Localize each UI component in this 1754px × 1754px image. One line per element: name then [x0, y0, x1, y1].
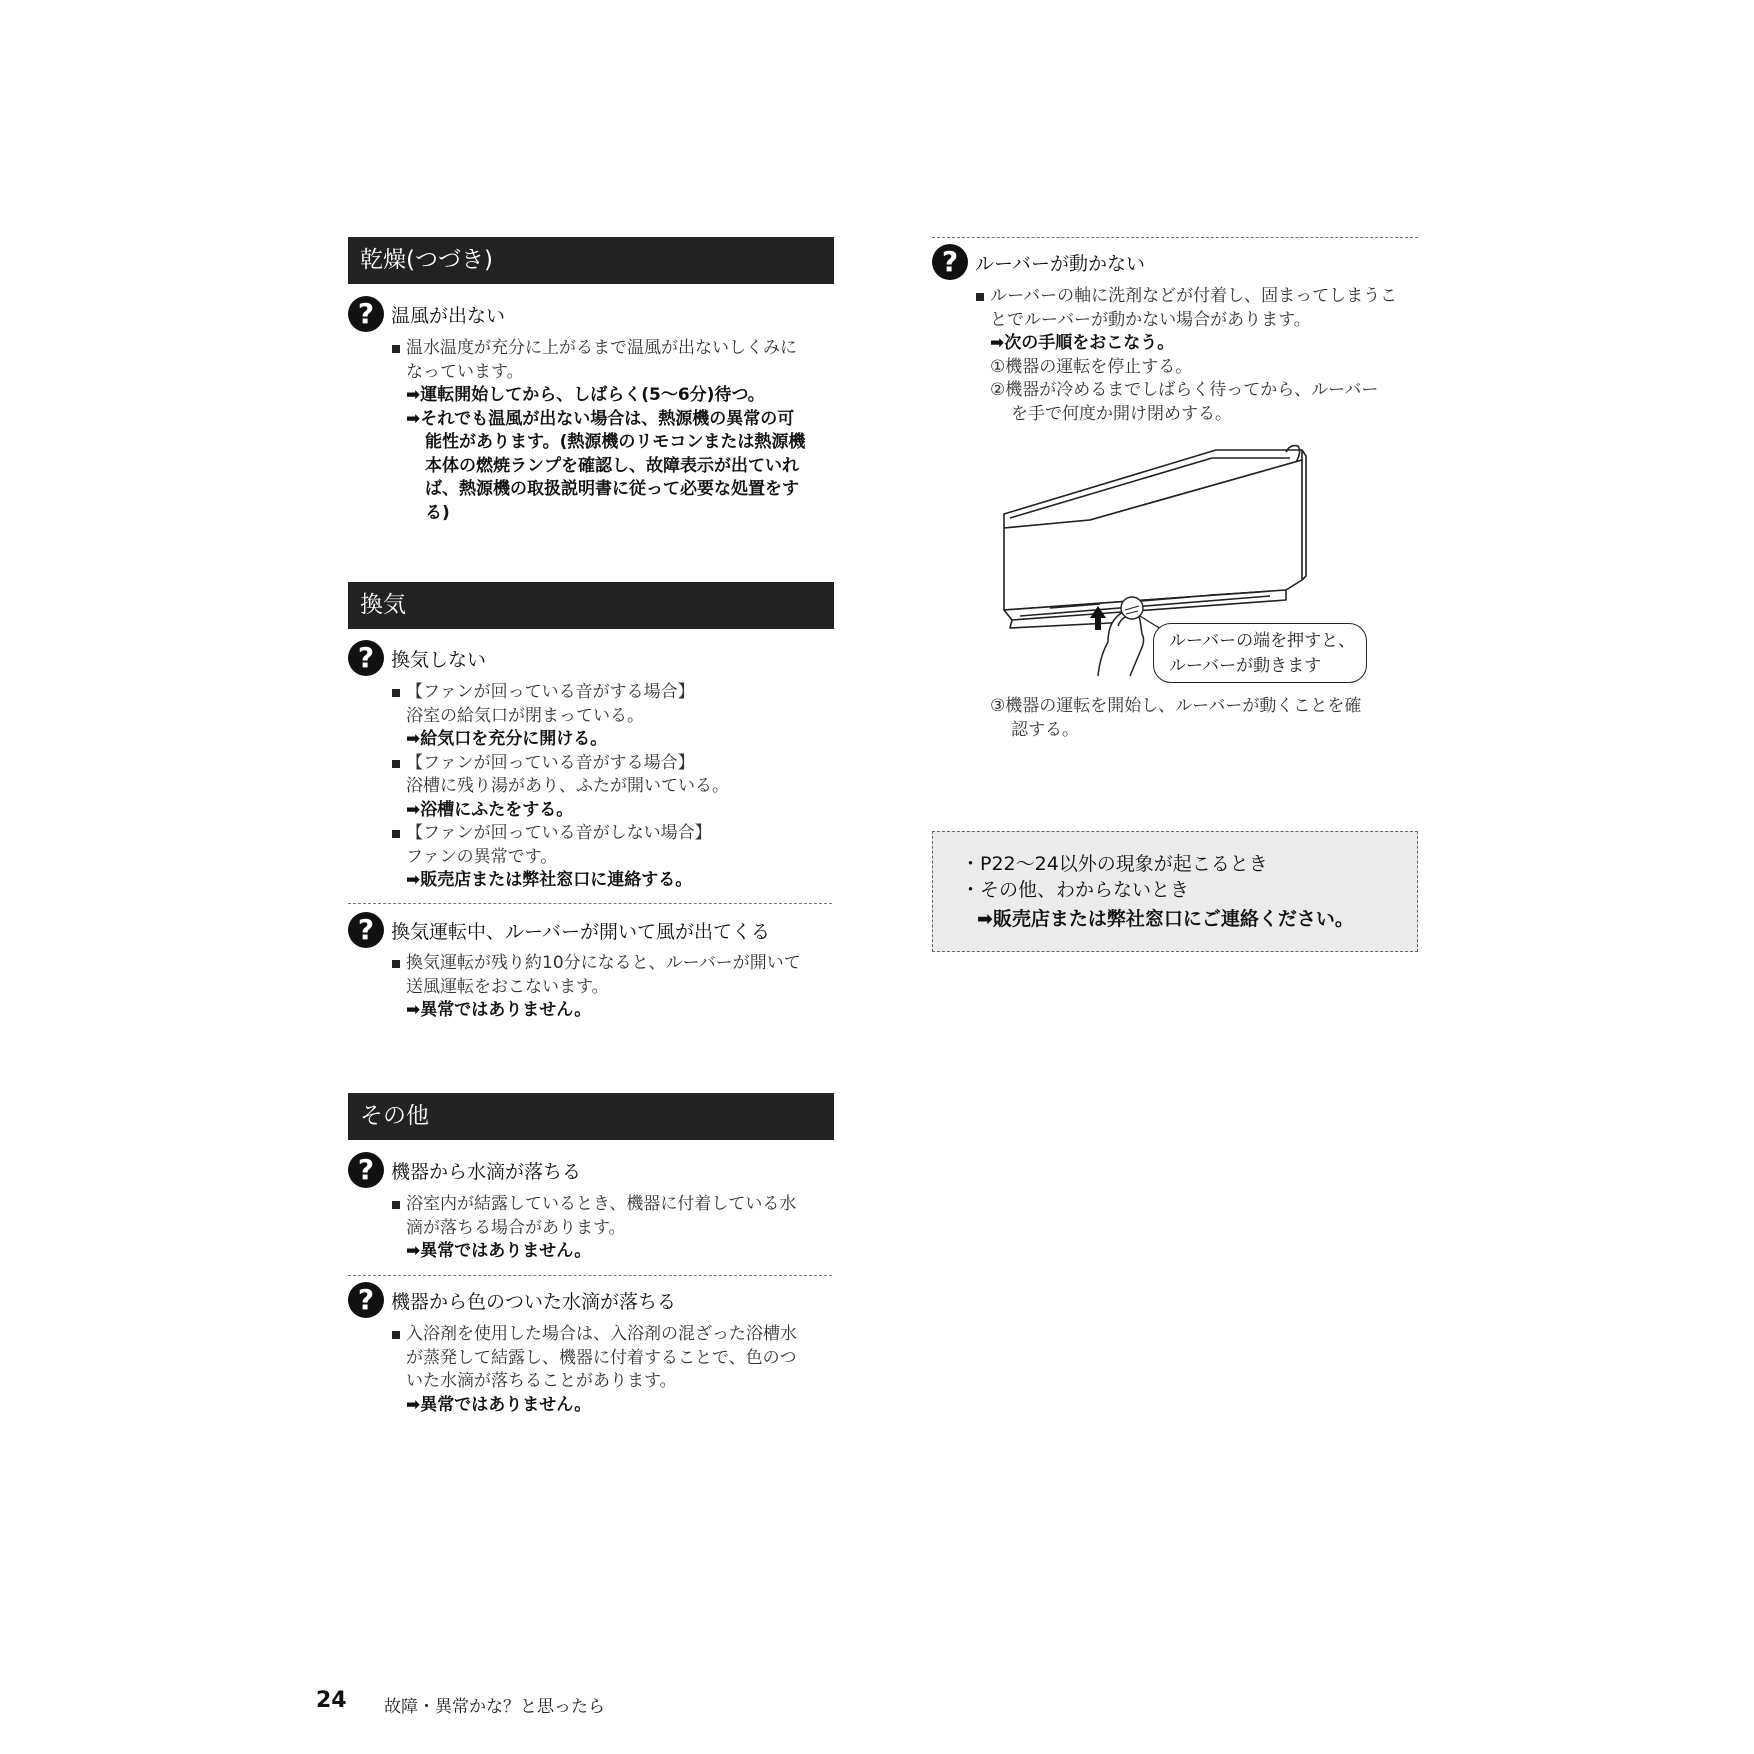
arrow-icon: ➡	[406, 799, 421, 820]
bullet-line: ルーバーの軸に洗剤などが付着し、固まってしまうこ	[976, 285, 1397, 309]
question-icon: ?	[348, 296, 384, 332]
arrow-icon: ➡	[990, 333, 1005, 353]
section-header-other: その他	[348, 1093, 834, 1140]
question-icon: ?	[348, 640, 384, 676]
question-title: 機器から水滴が落ちる	[391, 1160, 582, 1183]
text-line: いた水滴が落ちることがあります。	[406, 1371, 677, 1391]
question-title: 換気しない	[391, 648, 487, 671]
action-line: ➡異常ではありません。	[406, 1394, 592, 1415]
question-louver-opens	[348, 910, 770, 950]
hand-icon	[1098, 610, 1144, 676]
arrow-icon: ➡	[406, 729, 421, 749]
text-line: なっています。	[406, 361, 524, 382]
question-title: 機器から色のついた水滴が落ちる	[391, 1290, 677, 1313]
question-water-drip	[348, 1150, 581, 1190]
callout-line: ルーバーの端を押すと、	[1169, 631, 1356, 651]
question-warm-air	[348, 294, 505, 334]
answer-louver-opens	[392, 952, 801, 1023]
action-line: ➡販売店または弊社窓口に連絡する。	[406, 870, 693, 890]
bullet-line: 温水温度が充分に上がるまで温風が出ないしくみに	[392, 337, 805, 361]
callout-line: ルーバーが動きます	[1169, 656, 1322, 676]
action-line: ➡次の手順をおこなう。	[990, 333, 1175, 353]
note-line: ・P22〜24以外の現象が起こるとき	[961, 853, 1268, 875]
question-title: ルーバーが動かない	[975, 252, 1146, 275]
action-line: 能性があります。(熱源機のリモコンまたは熱源機	[425, 432, 806, 452]
action-line: る)	[425, 502, 450, 523]
question-colored-drip	[348, 1280, 676, 1320]
step-line: ③機器の運転を開始し、ルーバーが動くことを確	[990, 696, 1362, 716]
step3-block	[990, 695, 1361, 742]
bullet-line: 【ファンが回っている音がしない場合】	[392, 822, 729, 846]
action-line: ➡それでも温風が出ない場合は、熱源機の異常の可	[406, 408, 795, 429]
action-line: ➡異常ではありません。	[406, 1241, 592, 1261]
arrow-icon: ➡	[406, 408, 421, 429]
question-icon: ?	[348, 1152, 384, 1188]
action-line: ば、熱源機の取扱説明書に従って必要な処置をす	[425, 479, 799, 499]
step-line: ②機器が冷めるまでしばらく待ってから、ルーバー	[990, 380, 1379, 400]
text-line: 浴室の給気口が閉まっている。	[406, 705, 644, 726]
question-icon: ?	[348, 1282, 384, 1318]
dashed-divider	[932, 237, 1418, 238]
contact-note-box	[932, 831, 1418, 952]
bullet-line: 入浴剤を使用した場合は、入浴剤の混ざった浴槽水	[392, 1323, 797, 1347]
action-line: 本体の燃焼ランプを確認し、故障表示が出ていれ	[425, 455, 799, 476]
question-icon: ?	[932, 244, 968, 280]
action-line: ➡異常ではありません。	[406, 1000, 592, 1020]
text-line: ファンの異常です。	[406, 846, 558, 867]
page-number: 24	[316, 1688, 347, 1713]
answer-warm-air	[392, 337, 805, 525]
step-line: 認する。	[1011, 719, 1079, 740]
arrow-icon: ➡	[406, 1394, 421, 1415]
action-line: ➡給気口を充分に開ける。	[406, 729, 608, 749]
text-line: 浴槽に残り湯があり、ふたが開いている。	[406, 776, 729, 796]
callout-bubble	[1153, 623, 1367, 683]
dashed-divider	[348, 1275, 832, 1276]
action-line: ➡浴槽にふたをする。	[406, 799, 574, 820]
answer-colored-drip	[392, 1323, 797, 1417]
step-line: を手で何度か開け閉めする。	[1011, 403, 1232, 424]
note-action: ➡販売店または弊社窓口にご連絡ください。	[977, 908, 1354, 930]
text-line: とでルーバーが動かない場合があります。	[990, 309, 1311, 330]
arrow-icon: ➡	[406, 870, 421, 890]
step-line: ①機器の運転を停止する。	[990, 356, 1193, 377]
question-no-vent	[348, 638, 486, 678]
arrow-icon: ➡	[406, 1000, 421, 1020]
text-line: が蒸発して結露し、機器に付着することで、色のつ	[406, 1347, 797, 1368]
arrow-icon: ➡	[977, 908, 993, 930]
arrow-icon: ➡	[406, 1241, 421, 1261]
question-louver-stuck	[932, 242, 1145, 282]
note-line: ・その他、わからないとき	[961, 879, 1190, 901]
bullet-line: 【ファンが回っている音がする場合】	[392, 752, 729, 776]
section-header-vent: 換気	[348, 582, 834, 629]
bullet-line: 換気運転が残り約10分になると、ルーバーが開いて	[392, 952, 801, 976]
bullet-line: 【ファンが回っている音がする場合】	[392, 681, 729, 705]
question-icon: ?	[348, 912, 384, 948]
bullet-line: 浴室内が結露しているとき、機器に付着している水	[392, 1193, 796, 1217]
question-title: 温風が出ない	[391, 304, 506, 327]
action-line: ➡運転開始してから、しばらく(5〜6分)待つ。	[406, 385, 765, 405]
text-line: 滴が落ちる場合があります。	[406, 1217, 626, 1238]
answer-louver-stuck	[976, 285, 1397, 426]
section-header-dry: 乾燥(つづき)	[348, 237, 834, 284]
question-title: 換気運転中、ルーバーが開いて風が出てくる	[391, 920, 771, 943]
answer-no-vent	[392, 681, 729, 893]
chapter-title: 故障・異常かな？と思ったら	[384, 1697, 605, 1717]
dashed-divider	[348, 903, 832, 904]
text-line: 送風運転をおこないます。	[406, 976, 609, 997]
arrow-icon: ➡	[406, 385, 421, 405]
answer-water-drip	[392, 1193, 796, 1264]
